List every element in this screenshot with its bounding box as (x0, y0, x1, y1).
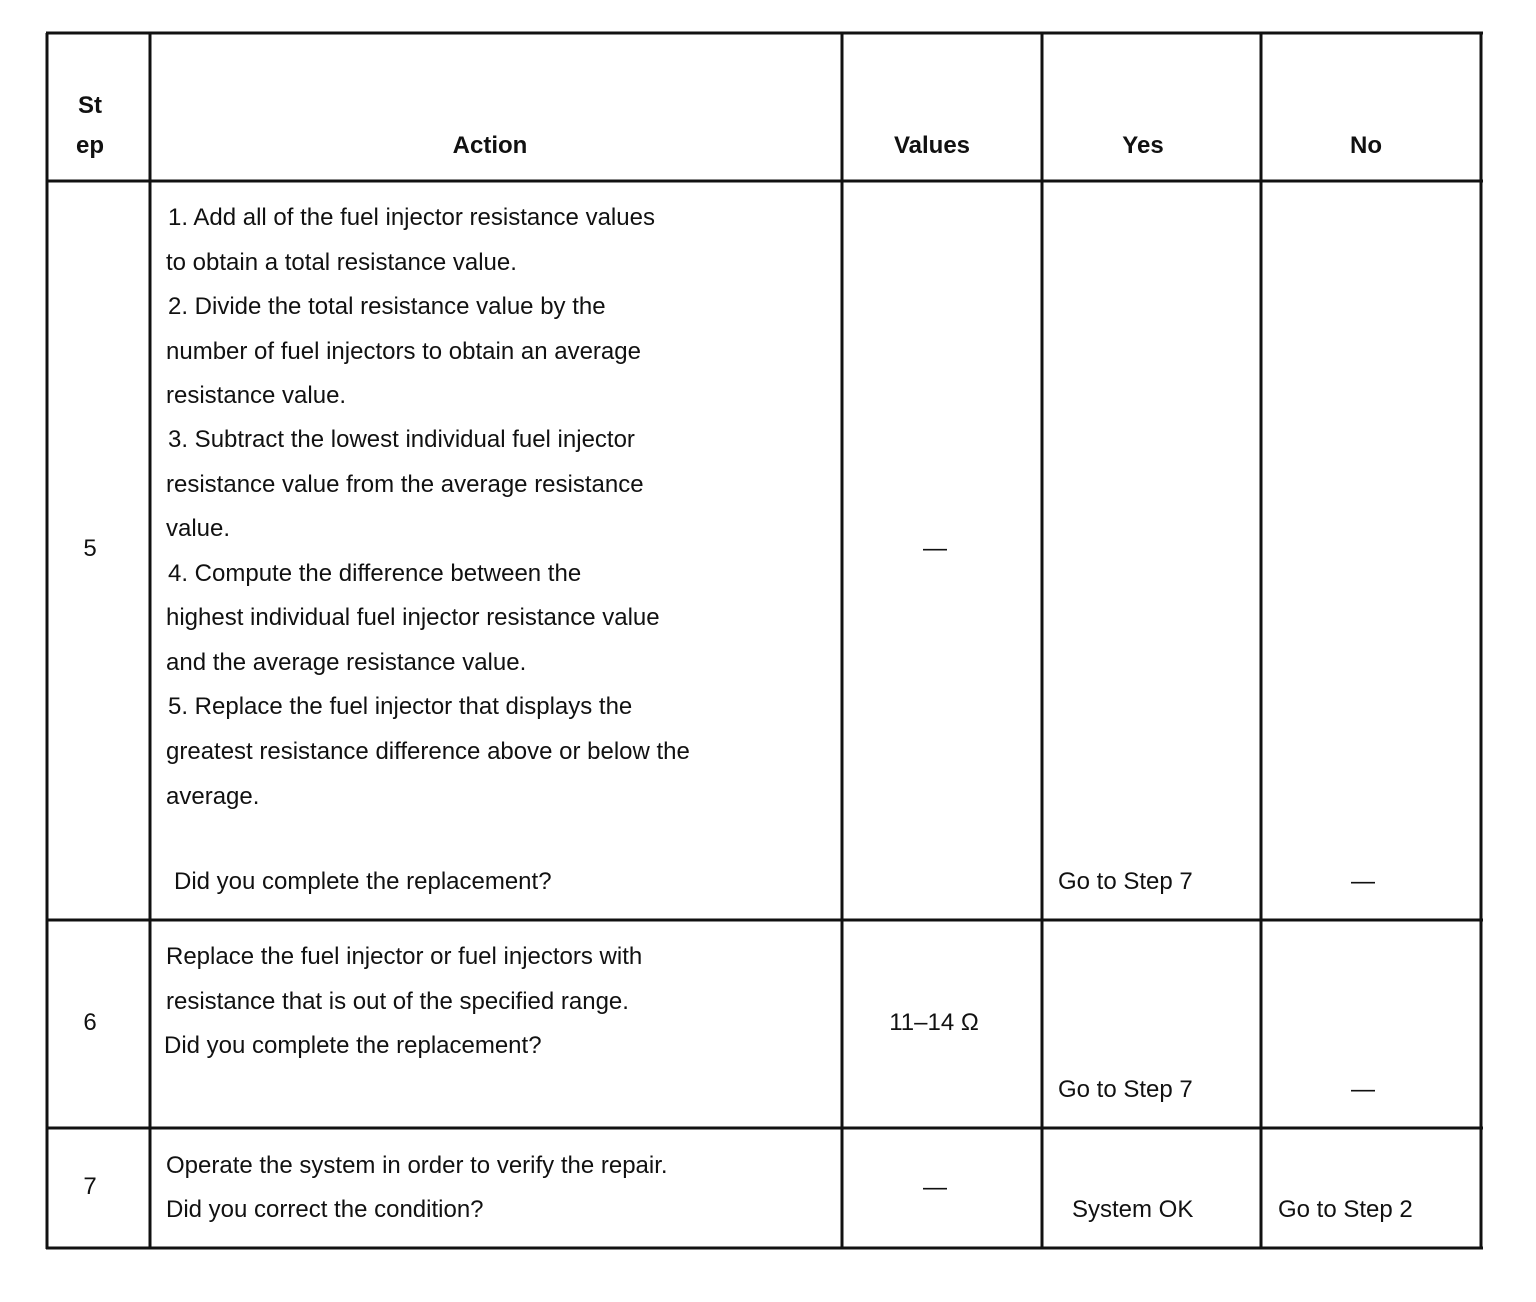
header-no: No (1350, 132, 1382, 159)
header-step-line1: St (78, 92, 102, 119)
step-5-action-line: resistance value. (166, 382, 347, 409)
step-5-values: — (923, 535, 947, 562)
header-step-line2: ep (75, 132, 104, 159)
header-values: Values (893, 132, 971, 159)
step-7-values: — (923, 1174, 947, 1201)
step-7-action-line: Operate the system in order to verify the repair. (166, 1152, 668, 1179)
step-7-action-line: Did you correct the condition? (166, 1196, 484, 1223)
step-5-action-line: 3. Subtract the lowest individual fuel injector (168, 426, 635, 453)
header-yes: Yes (1122, 132, 1164, 159)
step-5-action-line: greatest resistance difference above or below the (166, 738, 690, 765)
step-6-action-line: resistance that is out of the specified range. (166, 988, 629, 1015)
step-5-action-line: 4. Compute the difference between the (168, 560, 582, 587)
step-6-action-line: Replace the fuel injector or fuel injectors with (166, 943, 643, 970)
step-5-action-line: 5. Replace the fuel injector that displays the (168, 693, 633, 720)
step-5-action-line: resistance value from the average resistance (166, 471, 644, 498)
step-6-values: 11–14 Ω (889, 1009, 979, 1036)
step-5-action-line: and the average resistance value. (166, 649, 527, 676)
step-6-yes: Go to Step 7 (1058, 1076, 1193, 1103)
step-5-action-line: value. (166, 515, 231, 542)
step-5-number: 5 (83, 535, 97, 562)
step-5-action-line: 2. Divide the total resistance value by the (168, 293, 606, 320)
step-5-action-line: 1. Add all of the fuel injector resistance values (168, 204, 655, 231)
step-5-no: — (1351, 868, 1375, 895)
step-6-action-line: Did you complete the replacement? (164, 1032, 542, 1059)
step-6-number: 6 (83, 1009, 97, 1036)
step-5-action-line: average. (166, 783, 260, 810)
header-action: Action (452, 132, 528, 159)
step-7-yes: System OK (1072, 1196, 1194, 1223)
step-5-action-line: to obtain a total resistance value. (166, 249, 517, 276)
step-7-number: 7 (83, 1173, 97, 1200)
step-5-action-line: highest individual fuel injector resistance value (166, 604, 660, 631)
step-7-no: Go to Step 2 (1278, 1196, 1413, 1223)
step-6-no: — (1351, 1076, 1375, 1103)
step-5-action-line: number of fuel injectors to obtain an average (166, 338, 641, 365)
step-5-yes: Go to Step 7 (1058, 868, 1193, 895)
step-5-question: Did you complete the replacement? (174, 868, 552, 895)
